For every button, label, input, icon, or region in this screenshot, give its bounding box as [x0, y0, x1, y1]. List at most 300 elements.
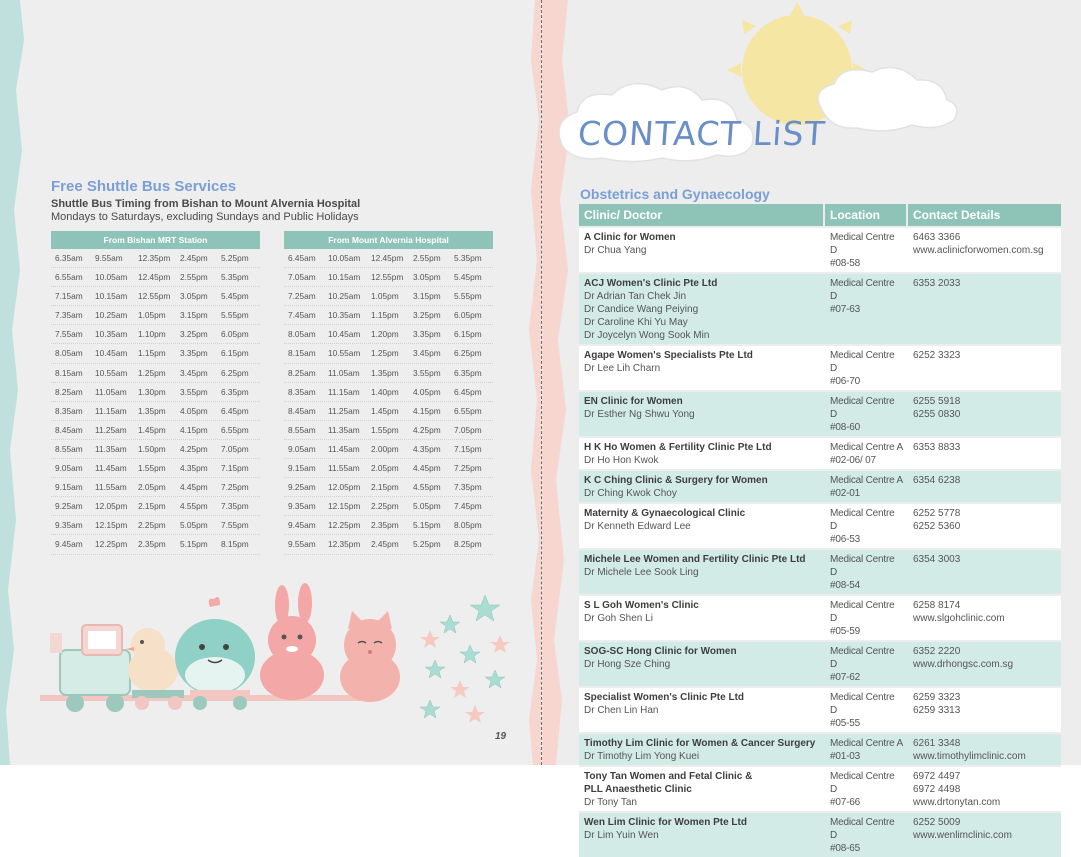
clinic-row: [579, 548, 1061, 594]
timetable-cell: 2.45pm: [371, 539, 399, 550]
clinic-row: [579, 344, 1061, 390]
location-line: #06-53: [830, 534, 860, 545]
timetable-cell: 7.05pm: [454, 424, 482, 435]
timetable-cell: 3.25pm: [180, 329, 208, 340]
clinic-cell: [579, 688, 825, 732]
clinic-cell: [579, 274, 825, 344]
timetable-cell: 12.45pm: [371, 253, 404, 263]
doctor-name: Dr Candice Wang Peiying: [584, 304, 699, 315]
timetable-row: [284, 268, 493, 287]
location-line: Medical Centre A: [830, 738, 903, 749]
contact-cell: [908, 504, 1061, 548]
timetable-row: [284, 287, 493, 306]
contact-cell: [908, 734, 1061, 765]
location-cell: [825, 274, 908, 344]
timetable-cell: 4.45pm: [413, 463, 441, 474]
timetable-row: [284, 249, 493, 268]
doctor-name: Dr Ho Hon Kwok: [584, 455, 659, 466]
timetable-cell: 6.45pm: [221, 405, 249, 416]
column-header-contact: Contact Details: [913, 208, 1001, 222]
timetable-cell: 11.15am: [95, 405, 127, 416]
timetable-cell: 1.45pm: [371, 405, 399, 416]
timetable-row: [284, 383, 493, 402]
website-link[interactable]: www.aclinicforwomen.com.sg: [913, 245, 1044, 256]
timetable-cell: 7.25pm: [221, 482, 249, 493]
timetable-from-bishan: [51, 231, 260, 555]
timetable-cell: 8.05am: [55, 348, 83, 359]
clinic-cell: [579, 813, 825, 857]
phone-number: 6972 4498: [913, 784, 961, 795]
timetable-cell: 7.35pm: [221, 501, 249, 512]
timetable-cell: 6.55pm: [454, 405, 482, 416]
location-line: #08-60: [830, 422, 860, 433]
timetable-cell: 6.45pm: [454, 386, 482, 397]
timetable-row: [284, 440, 493, 459]
phone-number: 6258 8174: [913, 600, 961, 611]
location-line: #07-66: [830, 797, 860, 808]
contact-cell: [908, 392, 1061, 436]
website-link[interactable]: www.wenlimclinic.com: [913, 830, 1012, 841]
timetable-cell: 4.15pm: [180, 424, 208, 435]
timetable-cell: 8.25am: [288, 367, 316, 378]
clinic-cell: [579, 596, 825, 640]
location-line: Medical Centre D: [830, 508, 895, 532]
timetable-cell: 8.45am: [55, 424, 83, 435]
timetable-cell: 5.55pm: [221, 310, 249, 321]
clinic-cell: [579, 504, 825, 548]
timetable-cell: 9.55am: [95, 253, 123, 263]
timetable-cell: 8.25pm: [454, 539, 482, 550]
timetable-header: From Mount Alvernia Hospital: [284, 231, 493, 249]
timetable-cell: 5.15pm: [413, 520, 441, 531]
clinic-name: H K Ho Women & Fertility Clinic Pte Ltd: [584, 442, 772, 453]
location-cell: [825, 767, 908, 811]
clinic-name: Maternity & Gynaecological Clinic: [584, 508, 746, 519]
timetable-cell: 4.45pm: [180, 482, 208, 493]
clinic-row: [579, 811, 1061, 857]
location-cell: [825, 734, 908, 765]
timetable-cell: 10.25am: [328, 291, 361, 302]
location-line: #06-70: [830, 376, 860, 387]
timetable-cell: 10.05am: [328, 253, 361, 263]
location-line: #08-65: [830, 843, 860, 854]
location-line: #02-01: [830, 488, 860, 499]
timetable-cell: 8.45am: [288, 405, 316, 416]
doctor-name: Dr Michele Lee Sook Ling: [584, 567, 699, 578]
timetable-row: [51, 478, 260, 497]
timetable-cell: 11.45am: [328, 443, 360, 454]
location-cell: [825, 392, 908, 436]
shuttle-days: Mondays to Saturdays, excluding Sundays and Public Holidays: [51, 211, 359, 223]
timetable-cell: 11.25am: [95, 424, 127, 435]
contact-cell: [908, 228, 1061, 272]
clinic-name: Timothy Lim Clinic for Women & Cancer Surgery: [584, 738, 816, 749]
timetable-header: From Bishan MRT Station: [51, 231, 260, 249]
timetable-cell: 10.25am: [95, 310, 128, 321]
clinic-name: Agape Women's Specialists Pte Ltd: [584, 350, 753, 361]
timetable-cell: 11.35am: [95, 443, 127, 454]
doctor-name: Dr Ching Kwok Choy: [584, 488, 677, 499]
clinic-name: PLL Anaesthetic Clinic: [584, 784, 692, 795]
clinic-name: S L Goh Women's Clinic: [584, 600, 699, 611]
location-line: Medical Centre A: [830, 442, 903, 453]
location-cell: [825, 471, 908, 502]
timetable-row: [284, 421, 493, 440]
contact-cell: [908, 438, 1061, 469]
cat-icon: [340, 611, 400, 702]
timetable-cell: 4.35pm: [180, 463, 208, 474]
clinic-name: K C Ching Clinic & Surgery for Women: [584, 475, 768, 486]
timetable-row: [51, 497, 260, 516]
location-line: Medical Centre D: [830, 600, 895, 624]
doctor-name: Dr Lim Yuin Wen: [584, 830, 659, 841]
timetable-cell: 11.45am: [95, 463, 127, 474]
timetable-cell: 3.35pm: [180, 348, 208, 359]
timetable-cell: 9.25am: [55, 501, 83, 512]
timetable-cell: 5.05pm: [180, 520, 208, 531]
website-link[interactable]: www.drhongsc.com.sg: [913, 659, 1014, 670]
clinic-row: [579, 640, 1061, 686]
timetable-cell: 12.15pm: [328, 501, 361, 512]
doctor-name: Dr Hong Sze Ching: [584, 659, 671, 670]
timetable-cell: 2.55pm: [413, 253, 441, 263]
timetable-row: [51, 440, 260, 459]
location-line: #02-06/ 07: [830, 455, 876, 466]
timetable-cell: 7.55am: [55, 329, 83, 340]
timetable-cell: 10.55am: [95, 367, 128, 378]
timetable-row: [284, 344, 493, 363]
doctor-name: Dr Tony Tan: [584, 797, 637, 808]
timetable-cell: 2.35pm: [138, 539, 166, 550]
timetable-cell: 1.50pm: [138, 443, 166, 454]
timetable-cell: 3.05pm: [413, 272, 441, 283]
doctor-name: Dr Caroline Khi Yu May: [584, 317, 688, 328]
timetable-cell: 11.15am: [328, 386, 360, 397]
timetable-cell: 2.35pm: [371, 520, 399, 531]
timetable-cell: 4.25pm: [413, 424, 441, 435]
location-line: #05-59: [830, 626, 860, 637]
phone-number: 6252 5009: [913, 817, 961, 828]
clinic-name: Michele Lee Women and Fertility Clinic Pte Ltd: [584, 554, 806, 565]
timetable-row: [51, 421, 260, 440]
timetable-cell: 1.25pm: [138, 367, 166, 378]
torn-paper-left-decoration: [0, 0, 34, 765]
doctor-name: Dr Joycelyn Wong Sook Min: [584, 330, 710, 341]
timetable-cell: 4.05pm: [413, 386, 441, 397]
timetable-row: [51, 306, 260, 325]
location-cell: [825, 642, 908, 686]
timetable-row: [51, 249, 260, 268]
bunny-icon: [260, 583, 324, 700]
timetable-cell: 12.35pm: [138, 253, 171, 263]
shuttle-subtitle: Shuttle Bus Timing from Bishan to Mount Alvernia Hospital: [51, 198, 361, 210]
timetable-from-mount-alvernia: [284, 231, 493, 555]
timetable-cell: 6.45am: [288, 253, 316, 263]
timetable-cell: 11.55am: [95, 482, 127, 493]
timetable-cell: 9.15am: [55, 482, 83, 493]
timetable-cell: 5.55pm: [454, 291, 482, 302]
timetable-cell: 8.05pm: [454, 520, 482, 531]
location-cell: [825, 550, 908, 594]
clinic-name: ACJ Women's Clinic Pte Ltd: [584, 278, 718, 289]
whale-icon: [175, 597, 255, 710]
timetable-row: [51, 459, 260, 478]
timetable-row: [284, 535, 493, 554]
timetable-row: [51, 325, 260, 344]
heart-icon: [209, 597, 220, 607]
timetable-cell: 5.25pm: [221, 253, 249, 263]
timetable-cell: 8.15am: [288, 348, 316, 359]
contact-cell: [908, 550, 1061, 594]
location-line: Medical Centre D: [830, 232, 895, 256]
right-page: [542, 0, 1081, 854]
timetable-cell: 8.25am: [55, 386, 83, 397]
location-cell: [825, 596, 908, 640]
location-line: #05-55: [830, 718, 860, 729]
timetable-cell: 1.45pm: [138, 424, 166, 435]
phone-number: 6354 3003: [913, 554, 961, 565]
timetable-cell: 6.15pm: [454, 329, 482, 340]
clinic-cell: [579, 642, 825, 686]
timetable-cell: 12.15pm: [95, 520, 128, 531]
timetable-cell: 6.55am: [55, 272, 83, 283]
timetable-cell: 11.05am: [95, 386, 127, 397]
timetable-cell: 11.55am: [328, 463, 360, 474]
location-line: Medical Centre D: [830, 554, 895, 578]
timetable-cell: 7.55pm: [221, 520, 249, 531]
timetable-cell: 5.35pm: [221, 272, 249, 283]
clinic-row: [579, 765, 1061, 811]
timetable-cell: 10.45am: [328, 329, 361, 340]
timetable-cell: 8.05am: [288, 329, 316, 340]
timetable-row: [51, 516, 260, 535]
phone-number: 6353 2033: [913, 278, 961, 289]
phone-number: 6255 0830: [913, 409, 961, 420]
timetable-cell: 10.05am: [95, 272, 128, 283]
timetable-cell: 9.45am: [288, 520, 316, 531]
contact-list-title: CONTACT LiST: [576, 114, 828, 153]
location-line: Medical Centre D: [830, 646, 895, 670]
phone-number: 6252 5360: [913, 521, 961, 532]
timetable-cell: 2.05pm: [138, 482, 166, 493]
contact-cell: [908, 688, 1061, 732]
timetable-cell: 4.15pm: [413, 405, 441, 416]
timetable-cell: 7.05pm: [221, 443, 249, 454]
timetable-cell: 3.05pm: [180, 291, 208, 302]
clinic-cell: [579, 767, 825, 811]
location-line: #07-62: [830, 672, 860, 683]
timetable-row: [51, 535, 260, 554]
phone-number: 6463 3366: [913, 232, 961, 243]
timetable-row: [284, 516, 493, 535]
timetable-cell: 9.35am: [55, 520, 83, 531]
timetable-cell: 8.55am: [55, 443, 83, 454]
timetable-cell: 12.05pm: [328, 482, 361, 493]
phone-number: 6252 5778: [913, 508, 961, 519]
timetable-cell: 7.45am: [288, 310, 316, 321]
website-link[interactable]: www.drtonytan.com: [913, 797, 1001, 808]
clinic-row: [579, 686, 1061, 732]
timetable-cell: 1.15pm: [371, 310, 399, 321]
phone-number: 6352 2220: [913, 646, 961, 657]
location-cell: [825, 228, 908, 272]
clinic-name: A Clinic for Women: [584, 232, 676, 243]
timetable-cell: 4.25pm: [180, 443, 208, 454]
doctor-name: Dr Timothy Lim Yong Kuei: [584, 751, 700, 762]
location-cell: [825, 504, 908, 548]
website-link[interactable]: www.timothylimclinic.com: [913, 751, 1026, 762]
timetable-cell: 6.35pm: [454, 367, 482, 378]
chick-icon: [126, 628, 184, 710]
clinic-row: [579, 502, 1061, 548]
timetable-cell: 2.05pm: [371, 463, 399, 474]
clinic-row: [579, 272, 1061, 344]
timetable-cell: 4.35pm: [413, 443, 441, 454]
timetable-cell: 7.05am: [288, 272, 316, 283]
timetable-cell: 12.45pm: [138, 272, 171, 283]
location-line: Medical Centre D: [830, 396, 895, 420]
location-line: Medical Centre D: [830, 692, 895, 716]
clinic-table: [579, 204, 1061, 857]
timetable-cell: 7.35am: [55, 310, 83, 321]
timetable-row: [284, 325, 493, 344]
page-divider: [541, 0, 542, 765]
timetable-cell: 3.25pm: [413, 310, 441, 321]
timetable-row: [284, 478, 493, 497]
timetable-row: [284, 497, 493, 516]
doctor-name: Dr Kenneth Edward Lee: [584, 521, 691, 532]
timetable-row: [51, 402, 260, 421]
doctor-name: Dr Chua Yang: [584, 245, 647, 256]
timetable-cell: 4.55pm: [413, 482, 441, 493]
timetable-cell: 1.25pm: [371, 348, 399, 359]
timetable-cell: 10.35am: [95, 329, 128, 340]
timetable-cell: 3.15pm: [413, 291, 441, 302]
timetable-cell: 12.55pm: [138, 291, 171, 302]
timetable-cell: 7.35pm: [454, 482, 482, 493]
timetable-cell: 6.55pm: [221, 424, 249, 435]
timetable-cell: 11.35am: [328, 424, 360, 435]
timetable-cell: 8.15am: [55, 367, 83, 378]
timetable-cell: 1.35pm: [371, 367, 399, 378]
location-line: #08-54: [830, 580, 860, 591]
timetable-cell: 9.05am: [55, 463, 83, 474]
timetable-row: [51, 344, 260, 363]
column-header-clinic: Clinic/ Doctor: [579, 204, 825, 226]
contact-cell: [908, 596, 1061, 640]
section-title: Obstetrics and Gynaecology: [580, 186, 770, 202]
timetable-cell: 3.35pm: [413, 329, 441, 340]
contact-cell: [908, 274, 1061, 344]
timetable-cell: 12.25pm: [95, 539, 128, 550]
timetable-cell: 1.05pm: [371, 291, 399, 302]
clinic-cell: [579, 438, 825, 469]
timetable-cell: 10.55am: [328, 348, 361, 359]
website-link[interactable]: www.slgohclinic.com: [913, 613, 1005, 624]
timetable-cell: 11.25am: [328, 405, 360, 416]
phone-number: 6255 5918: [913, 396, 961, 407]
location-cell: [825, 813, 908, 857]
timetable-cell: 5.45pm: [454, 272, 482, 283]
timetable-cell: 7.25am: [288, 291, 316, 302]
clinic-name: SOG-SC Hong Clinic for Women: [584, 646, 737, 657]
timetable-cell: 7.45pm: [454, 501, 482, 512]
timetable-cell: 10.15am: [95, 291, 128, 302]
timetable-cell: 5.05pm: [413, 501, 441, 512]
doctor-name: Dr Goh Shen Li: [584, 613, 653, 624]
clinic-row: [579, 436, 1061, 469]
timetable-cell: 3.45pm: [413, 348, 441, 359]
phone-number: 6354 6238: [913, 475, 961, 486]
timetable-cell: 1.05pm: [138, 310, 166, 321]
timetable-cell: 4.05pm: [180, 405, 208, 416]
timetable-cell: 5.15pm: [180, 539, 208, 550]
timetable-cell: 3.45pm: [180, 367, 208, 378]
timetable-cell: 7.15pm: [454, 443, 482, 454]
timetable-cell: 2.55pm: [180, 272, 208, 283]
clinic-row: [579, 226, 1061, 272]
clinic-row: [579, 732, 1061, 765]
location-cell: [825, 438, 908, 469]
timetable-cell: 3.55pm: [413, 367, 441, 378]
timetable-cell: 10.15am: [328, 272, 361, 283]
timetable-cell: 9.45am: [55, 539, 83, 550]
timetable-cell: 12.05pm: [95, 501, 128, 512]
timetable-cell: 9.35am: [288, 501, 316, 512]
location-line: #08-58: [830, 258, 860, 269]
location-line: #07-63: [830, 304, 860, 315]
left-page: [0, 0, 541, 765]
timetable-cell: 5.25pm: [413, 539, 441, 550]
contact-cell: [908, 346, 1061, 390]
timetable-cell: 12.55pm: [371, 272, 404, 283]
timetable-cell: 9.05am: [288, 443, 316, 454]
timetable-cell: 1.40pm: [371, 386, 399, 397]
timetable-cell: 8.35am: [288, 386, 316, 397]
timetable-cell: 2.25pm: [138, 520, 166, 531]
timetable-cell: 1.10pm: [138, 329, 166, 340]
clinic-table-header: [579, 204, 1061, 226]
timetable-cell: 12.35pm: [328, 539, 361, 550]
timetable-row: [284, 364, 493, 383]
timetable-cell: 6.35am: [55, 253, 83, 263]
location-line: Medical Centre D: [830, 771, 895, 795]
doctor-name: Dr Adrian Tan Chek Jin: [584, 291, 687, 302]
location-cell: [825, 346, 908, 390]
doctor-name: Dr Esther Ng Shwu Yong: [584, 409, 695, 420]
timetable-cell: 7.15pm: [221, 463, 249, 474]
timetable-cell: 2.25pm: [371, 501, 399, 512]
timetable-cell: 7.25pm: [454, 463, 482, 474]
clinic-row: [579, 390, 1061, 436]
timetable-cell: 12.25pm: [328, 520, 361, 531]
timetable-cell: 1.35pm: [138, 405, 166, 416]
timetable-cell: 6.05pm: [221, 329, 249, 340]
clinic-name: Tony Tan Women and Fetal Clinic &: [584, 771, 753, 782]
timetable-cell: 8.15pm: [221, 539, 249, 550]
timetable-cell: 6.05pm: [454, 310, 482, 321]
clinic-cell: [579, 550, 825, 594]
timetable-cell: 8.55am: [288, 424, 316, 435]
timetable-row: [51, 287, 260, 306]
timetable-cell: 10.35am: [328, 310, 361, 321]
timetable-cell: 2.45pm: [180, 253, 208, 263]
clinic-name: EN Clinic for Women: [584, 396, 683, 407]
phone-number: 6972 4497: [913, 771, 961, 782]
star-icon: [420, 595, 505, 718]
location-cell: [825, 688, 908, 732]
contact-cell: [908, 767, 1061, 811]
